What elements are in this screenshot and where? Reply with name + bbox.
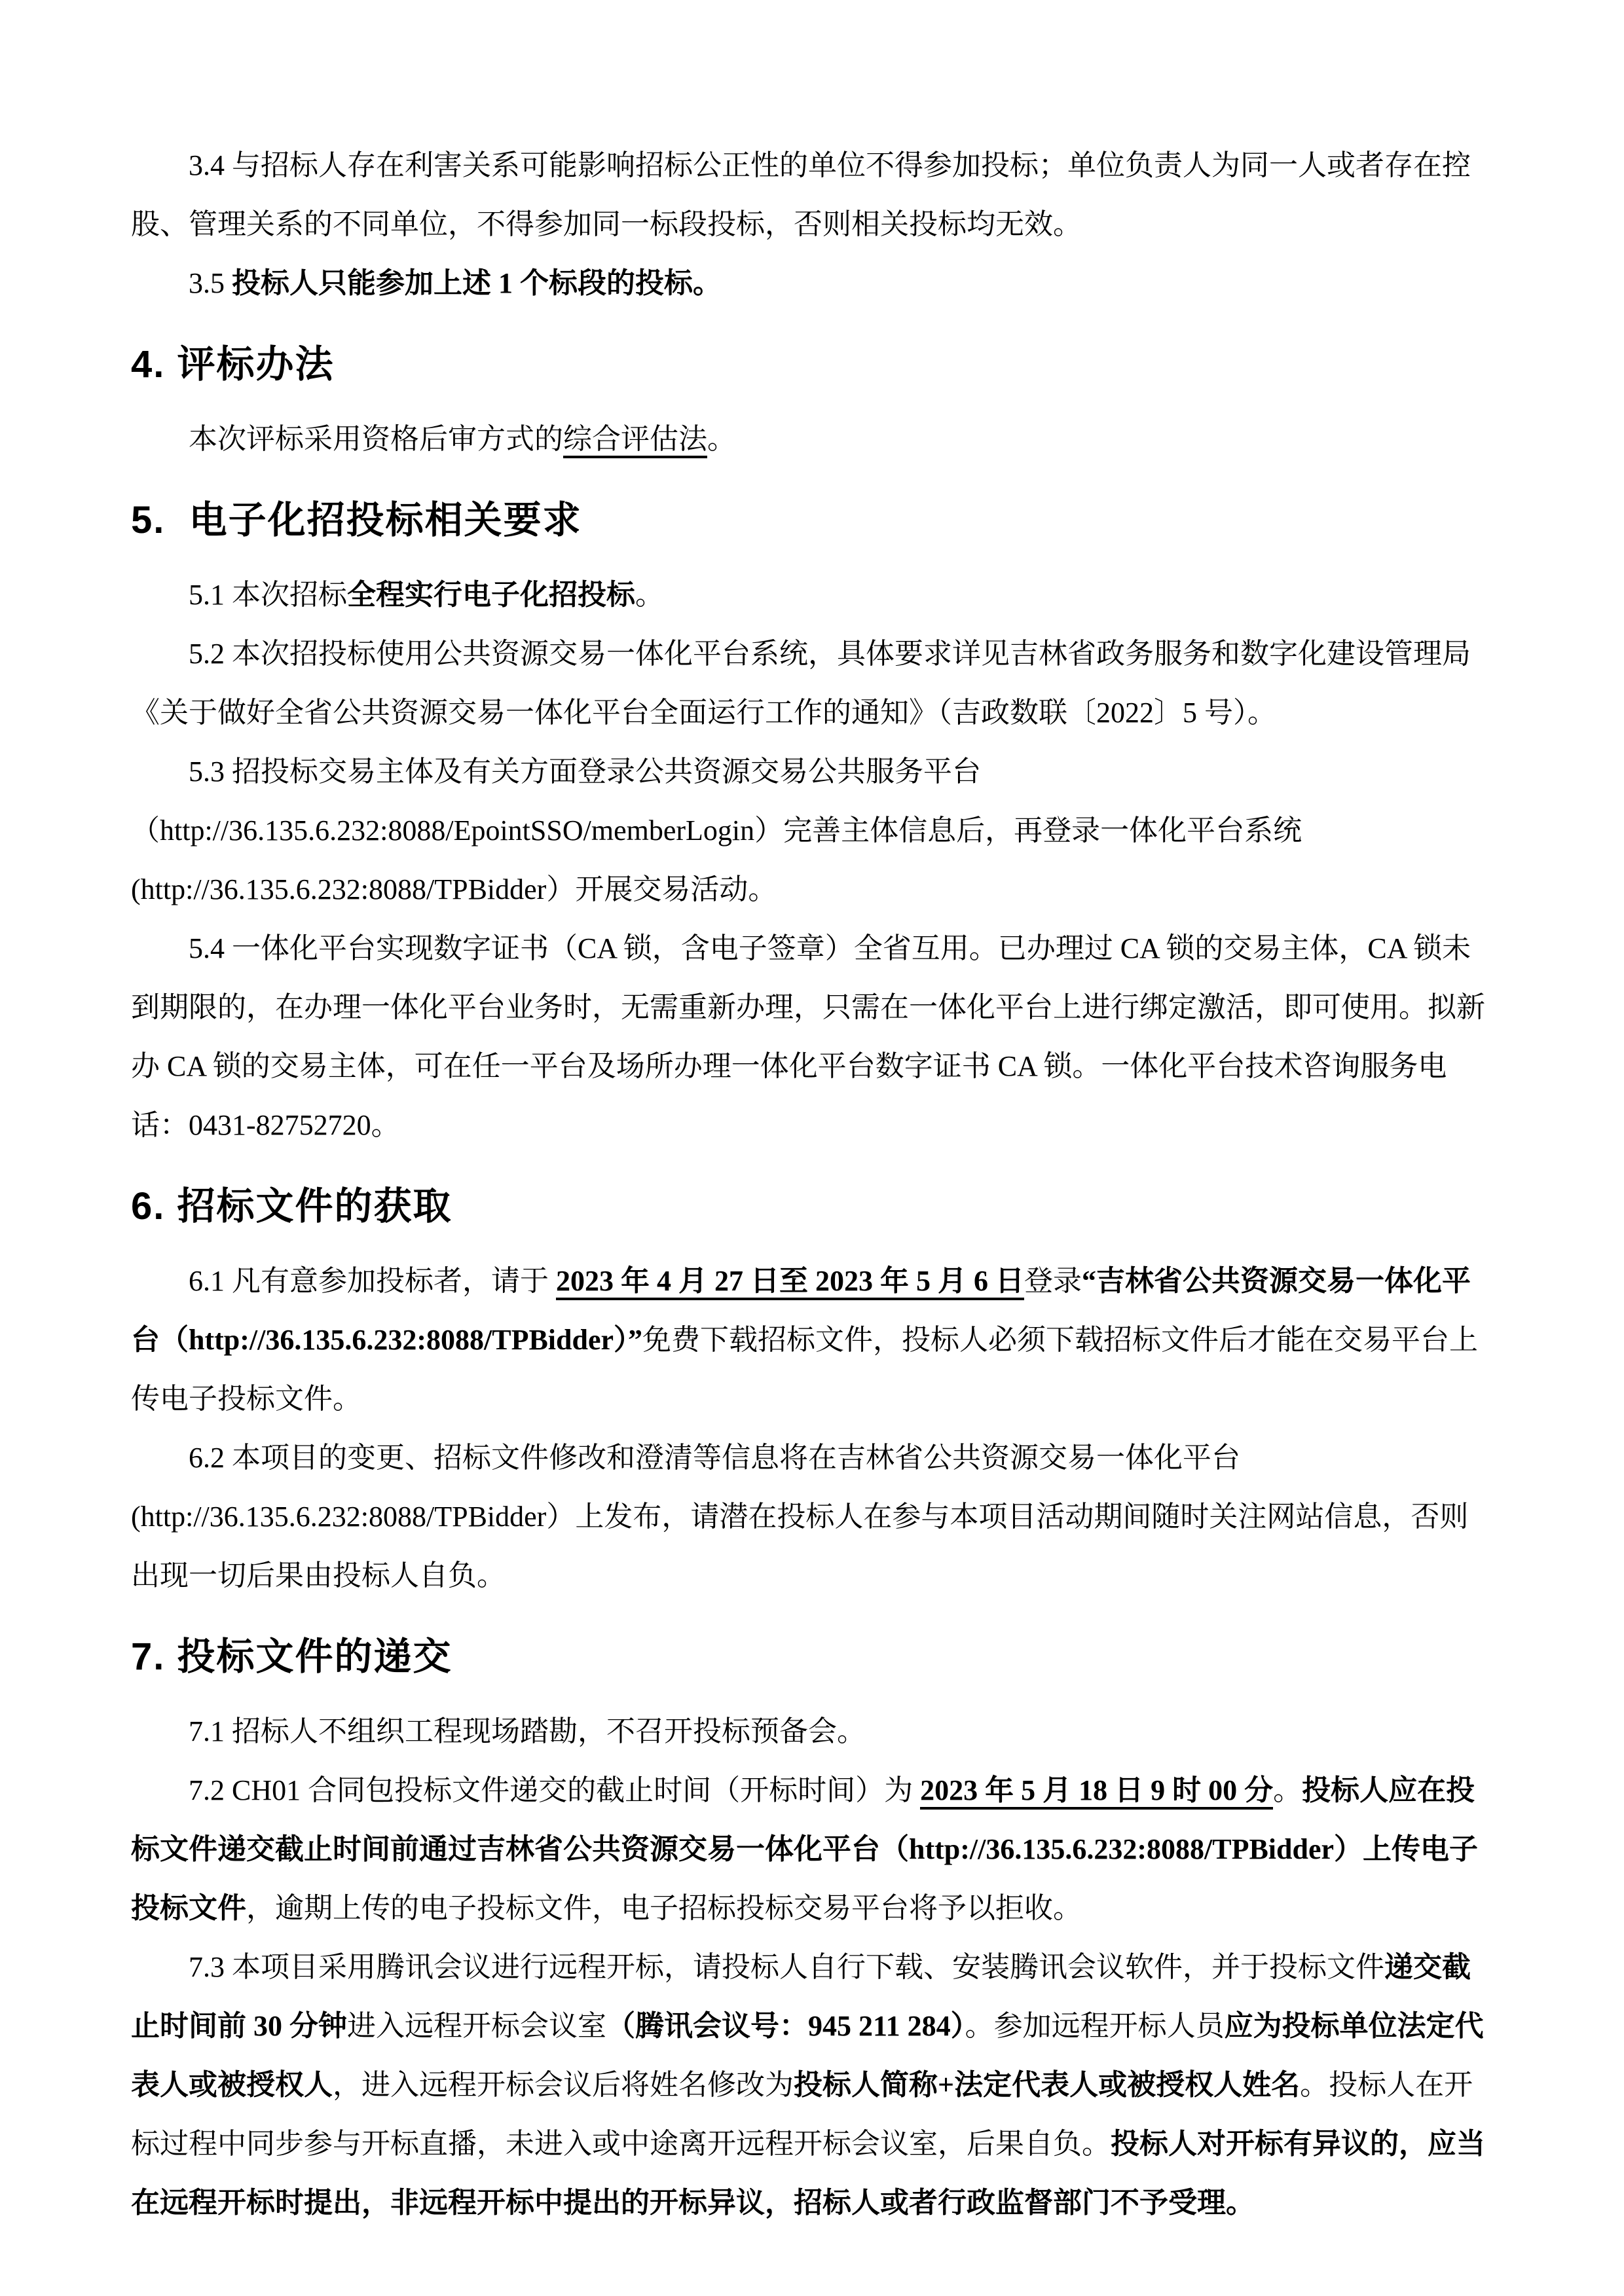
- paragraph: [131, 1252, 1493, 1429]
- text-run: 完善主体信息后，再登录一体化平台系统: [783, 814, 1302, 847]
- text-run: 开展交易活动。: [575, 873, 777, 905]
- text-run: 本次评标采用资格后审方式的: [189, 423, 563, 455]
- text-run: 。参加远程开标人员: [965, 2010, 1225, 2042]
- section-heading: [131, 343, 1493, 386]
- text-run: 投标人应在投标文件递交截止时间前通过吉林省公共资源交易一体化平台: [131, 1774, 1475, 1865]
- text-run: 5.1 本次招标: [189, 579, 347, 611]
- text-run: （http://36.135.6.232:8088/TPBidder）”: [160, 1324, 643, 1356]
- paragraph: [131, 254, 1493, 313]
- text-run: 6.2 本项目的变更、招标文件修改和澄清等信息将在吉林省公共资源交易一体化平台: [189, 1442, 1240, 1474]
- text-run: 6.1 凡有意参加投标者，请于: [189, 1265, 556, 1297]
- text-run: 3.4 与招标人存在利害关系可能影响招标公正性的单位不得参加投标；单位负责人为同一人或者存在控股、管理关系的不同单位，不得参加同一标段投标，否则相关投标均无效。: [131, 149, 1471, 240]
- text-run: （腾讯会议号：945 211 284）: [606, 2010, 965, 2042]
- text-run: ，逾期上传的电子投标文件，电子招标投标交易平台将予以拒收。: [246, 1892, 1082, 1924]
- paragraph: [131, 919, 1493, 1155]
- paragraph: [131, 410, 1493, 469]
- text-run: 进入远程开标会议室: [347, 2010, 606, 2042]
- paragraph: [131, 1702, 1493, 1761]
- document-content: [131, 136, 1493, 2232]
- section-heading: [131, 1635, 1493, 1679]
- paragraph: [131, 1429, 1493, 1605]
- text-run: （http://36.135.6.232:8088/EpointSSO/memberLogin）: [131, 814, 784, 847]
- paragraph: [131, 1761, 1493, 1938]
- paragraph: [131, 136, 1493, 254]
- text-run: 免费下载招标文件，投标人必须下载招标文件后才能在交易平台上传电子投标文件。: [131, 1324, 1479, 1415]
- text-run: 投标人只能参加上述 1 个标段的投标。: [232, 267, 722, 299]
- text-run: 登录: [1024, 1265, 1082, 1297]
- text-run: ，进入远程开标会议后将姓名修改为: [333, 2069, 794, 2101]
- text-run: 2023 年 5 月 18 日 9 时 00 分: [920, 1774, 1273, 1810]
- text-run: 5.3 招投标交易主体及有关方面登录公共资源交易公共服务平台: [189, 756, 981, 788]
- text-run: 。投标人在开标过程中同步参与开标直播，未进入或中途离开远程开标会议室，后果自负。: [131, 2069, 1473, 2160]
- text-run: 3.5: [189, 267, 232, 299]
- text-run: 。: [707, 423, 736, 455]
- text-run: 综合评估法: [563, 423, 707, 458]
- text-run: 5. 电子化招投标相关要求: [131, 499, 582, 541]
- text-run: 递交截止时间前 30 分钟: [131, 1951, 1471, 2042]
- text-run: 。: [1273, 1774, 1302, 1806]
- paragraph: [131, 566, 1493, 625]
- text-run: 7. 投标文件的递交: [131, 1635, 452, 1678]
- text-run: 5.2 本次招投标使用公共资源交易一体化平台系统，具体要求详见吉林省政务服务和数字化建设管理局《关于做好全省公共资源交易一体化平台全面运行工作的通知》（吉政数联〔2022〕5 号）。: [131, 638, 1471, 729]
- section-heading: [131, 499, 1493, 542]
- text-run: 应为投标单位法定代表人或被授权人: [131, 2010, 1484, 2101]
- paragraph: [131, 625, 1493, 742]
- text-run: 7.2 CH01 合同包投标文件递交的截止时间（开标时间）为: [189, 1774, 921, 1806]
- text-run: “吉林省公共资源交易一体化平台: [131, 1265, 1471, 1356]
- paragraph: [131, 1938, 1493, 2232]
- section-heading: [131, 1185, 1493, 1228]
- text-run: 投标人简称+法定代表人或被授权人姓名: [794, 2069, 1301, 2101]
- text-run: 上传电子投标文件: [131, 1833, 1479, 1924]
- text-run: 4. 评标办法: [131, 343, 335, 386]
- text-run: 2023 年 4 月 27 日至 2023 年 5 月 6 日: [556, 1265, 1024, 1300]
- text-run: 5.4 一体化平台实现数字证书（CA 锁，含电子签章）全省互用。已办理过 CA 锁的交易主体，CA 锁未到期限的，在办理一体化平台业务时，无需重新办理，只需在一体化平台上进行绑定激活，即可使用。拟新办 CA 锁的交易主体，可在任一平台及场所办理一体化平台数字证书 CA 锁。一体化平台技术咨询服务电话：0431-82752720。: [131, 932, 1485, 1141]
- text-run: 投标人对开标有异议的，应当在远程开标时提出，非远程开标中提出的开标异议，招标人或者行政监督部门不予受理。: [131, 2128, 1485, 2219]
- text-run: (http://36.135.6.232:8088/TPBidder）: [131, 873, 576, 905]
- text-run: 全程实行电子化招投标: [347, 579, 635, 611]
- text-run: (http://36.135.6.232:8088/TPBidder）: [131, 1501, 576, 1533]
- text-run: 6. 招标文件的获取: [131, 1185, 452, 1228]
- text-run: 。: [635, 579, 664, 611]
- text-run: 7.3 本项目采用腾讯会议进行远程开标，请投标人自行下载、安装腾讯会议软件，并于投标文件: [189, 1951, 1384, 1983]
- text-run: 上发布，请潜在投标人在参与本项目活动期间随时关注网站信息，否则出现一切后果由投标人自负。: [131, 1501, 1469, 1592]
- text-run: （http://36.135.6.232:8088/TPBidder）: [880, 1833, 1363, 1865]
- paragraph: [131, 742, 1493, 919]
- text-run: 7.1 招标人不组织工程现场踏勘，不召开投标预备会。: [189, 1715, 866, 1747]
